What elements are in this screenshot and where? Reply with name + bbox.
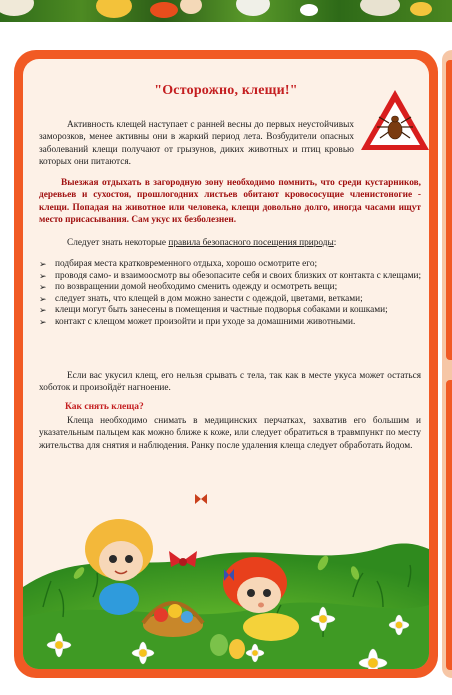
list-item-text: клещи могут быть занесены в помещения и частные подворья собаками и кошками; [55,305,388,316]
next-page-frame [446,380,452,670]
list-item-text: следует знать, что клещей в дом можно занести с одеждой, цветами, ветками; [55,293,363,304]
list-item [35,282,427,294]
next-page-frame [446,60,452,360]
arrow-bullet-icon: ➢ [39,282,47,293]
list-item-text: по возвращении домой необходимо сменить одежду и осмотреть вещи; [55,282,338,293]
list-item [35,271,427,283]
poster-title: "Осторожно, клещи!" [154,83,298,98]
children-meadow-illustration [23,477,429,669]
arrow-bullet-icon: ➢ [39,259,47,269]
subheading-remove-tick: Как снять клеща? [65,402,144,412]
list-item [35,294,427,306]
poster-frame [14,50,438,678]
tick-warning-sign-icon [359,87,429,153]
rules-list [35,259,427,329]
list-item [35,305,427,317]
arrow-bullet-icon: ➢ [39,305,47,316]
poster-paper [23,59,429,669]
arrow-bullet-icon: ➢ [39,270,47,281]
rules-intro-text: Следует знать некоторые [67,238,169,248]
rules-intro-link: правила безопасного посещения природы [168,238,334,248]
list-item-text: подбирая места кратковременного отдыха, хорошо осмотрите его; [55,259,318,269]
rules-intro [39,237,421,249]
list-item-text: контакт с клещом может произойти и при уходе за домашними животными. [55,316,356,327]
paragraph-warning: Выезжая отдыхать в загородную зону необходимо помнить, что среди кустарников, деревьев и сухостоя, прошлогодних листьев обитают кровососущие членистоногие - клещи. Попадая на животное или человека, клещи довольно долго, иногда часами ищут место присасывания. Сам укус их безболезнен. [39,178,421,225]
arrow-bullet-icon: ➢ [39,293,47,304]
rules-intro-colon: : [333,238,337,248]
list-item [35,259,427,271]
paragraph-bite: Если вас укусил клещ, его нельзя срывать с тела, так как в месте укуса может остаться хоботок и произойдёт нагноение. [39,371,421,394]
top-illustration-strip [0,0,452,22]
paragraph-activity: Активность клещей наступает с ранней весны до первых неустойчивых заморозков, менее активны они в жаркий период лета. Возбудители опасных заболеваний клещи получают от грызунов, диких животных и птиц кровью которых они питаются. [39,120,354,167]
paragraph-removal: Клеща необходимо снимать в медицинских перчатках, захватив его большим и указательным пальцем как можно ближе к коже, или следует обратиться в травмпункт по месту жительства для снятия и наблюдения. Ранку после удаления клеща следует обработать йодом. [39,416,421,451]
list-item [35,317,427,329]
list-item-text: проводя само- и взаимоосмотр вы обезопасите себя и своих близких от контакта с клещами; [55,270,422,281]
arrow-bullet-icon: ➢ [39,316,47,327]
